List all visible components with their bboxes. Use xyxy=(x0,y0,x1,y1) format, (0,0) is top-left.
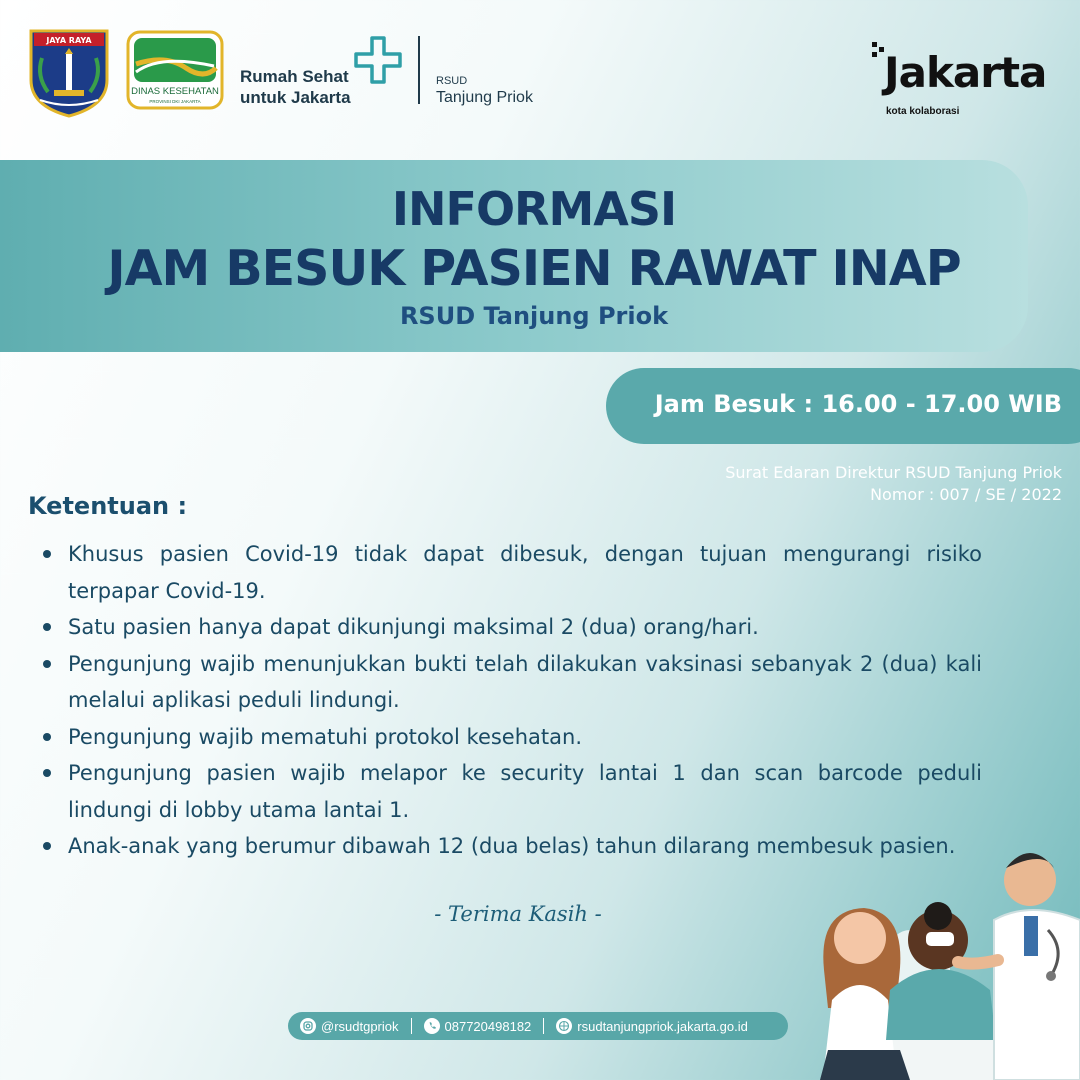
jakarta-tagline: kota kolaborasi xyxy=(886,106,960,117)
instagram-icon xyxy=(300,1018,316,1034)
dinas-kesehatan-logo xyxy=(126,30,224,110)
social-divider xyxy=(543,1018,544,1034)
header-divider xyxy=(418,36,420,104)
rules-list xyxy=(40,536,982,865)
health-cross-icon xyxy=(352,34,404,86)
rule-item: Pengunjung pasien wajib melapor ke security lantai 1 dan scan barcode peduli lindungi di lobby utama lantai 1. xyxy=(40,755,982,828)
instagram-handle: @rsudtgpriok xyxy=(321,1018,399,1034)
phone-contact[interactable] xyxy=(424,1018,532,1034)
surat-line2: Nomor : 007 / SE / 2022 xyxy=(870,485,1062,504)
phone-number: 087720498182 xyxy=(444,1018,532,1034)
rumah-sehat-line1: Rumah Sehat xyxy=(240,67,349,86)
rule-item: Anak-anak yang berumur dibawah 12 (dua belas) tahun dilarang membesuk pasien. xyxy=(40,828,982,865)
social-divider xyxy=(411,1018,412,1034)
globe-icon xyxy=(556,1018,572,1034)
jaya-raya-logo xyxy=(28,28,110,118)
ketentuan-heading: Ketentuan : xyxy=(28,492,188,520)
doctor-patient-illustration xyxy=(780,820,1080,1080)
surat-edaran xyxy=(560,462,1062,506)
website-url: rsudtanjungpriok.jakarta.go.id xyxy=(577,1018,748,1034)
thank-you-text: - Terima Kasih - xyxy=(434,902,602,926)
whatsapp-icon xyxy=(424,1018,440,1034)
title-line1: INFORMASI xyxy=(391,182,677,236)
jam-besuk-text: Jam Besuk : 16.00 - 17.00 WIB xyxy=(654,390,1062,418)
rule-item: Khusus pasien Covid-19 tidak dapat dibesuk, dengan tujuan mengurangi risiko terpapar Covid-19. xyxy=(40,536,982,609)
rule-item: Pengunjung wajib menunjukkan bukti telah dilakukan vaksinasi sebanyak 2 (dua) kali melalui aplikasi peduli lindungi. xyxy=(40,646,982,719)
rumah-sehat-line2: untuk Jakarta xyxy=(240,88,351,107)
jakarta-wordmark: Jakarta xyxy=(884,48,1047,97)
surat-line1: Surat Edaran Direktur RSUD Tanjung Priok xyxy=(725,463,1062,482)
instagram-contact[interactable] xyxy=(300,1018,399,1034)
website-contact[interactable] xyxy=(556,1018,748,1034)
rumah-sehat-text xyxy=(240,66,351,108)
jaya-raya-text: JAYA RAYA xyxy=(46,36,92,45)
rule-item: Satu pasien hanya dapat dikunjungi maksimal 2 (dua) orang/hari. xyxy=(40,609,982,646)
social-bar xyxy=(288,1012,788,1040)
dinas-logo-sub: PROVINSI DKI JAKARTA xyxy=(149,99,201,104)
title-line2: JAM BESUK PASIEN RAWAT INAP xyxy=(107,240,961,297)
rsud-name: Tanjung Priok xyxy=(436,89,533,106)
dinas-logo-text: DINAS KESEHATAN xyxy=(131,86,219,97)
title-hospital: RSUD Tanjung Priok xyxy=(399,302,669,330)
rule-item: Pengunjung wajib mematuhi protokol kesehatan. xyxy=(40,719,982,756)
rsud-label: RSUD xyxy=(436,75,468,87)
